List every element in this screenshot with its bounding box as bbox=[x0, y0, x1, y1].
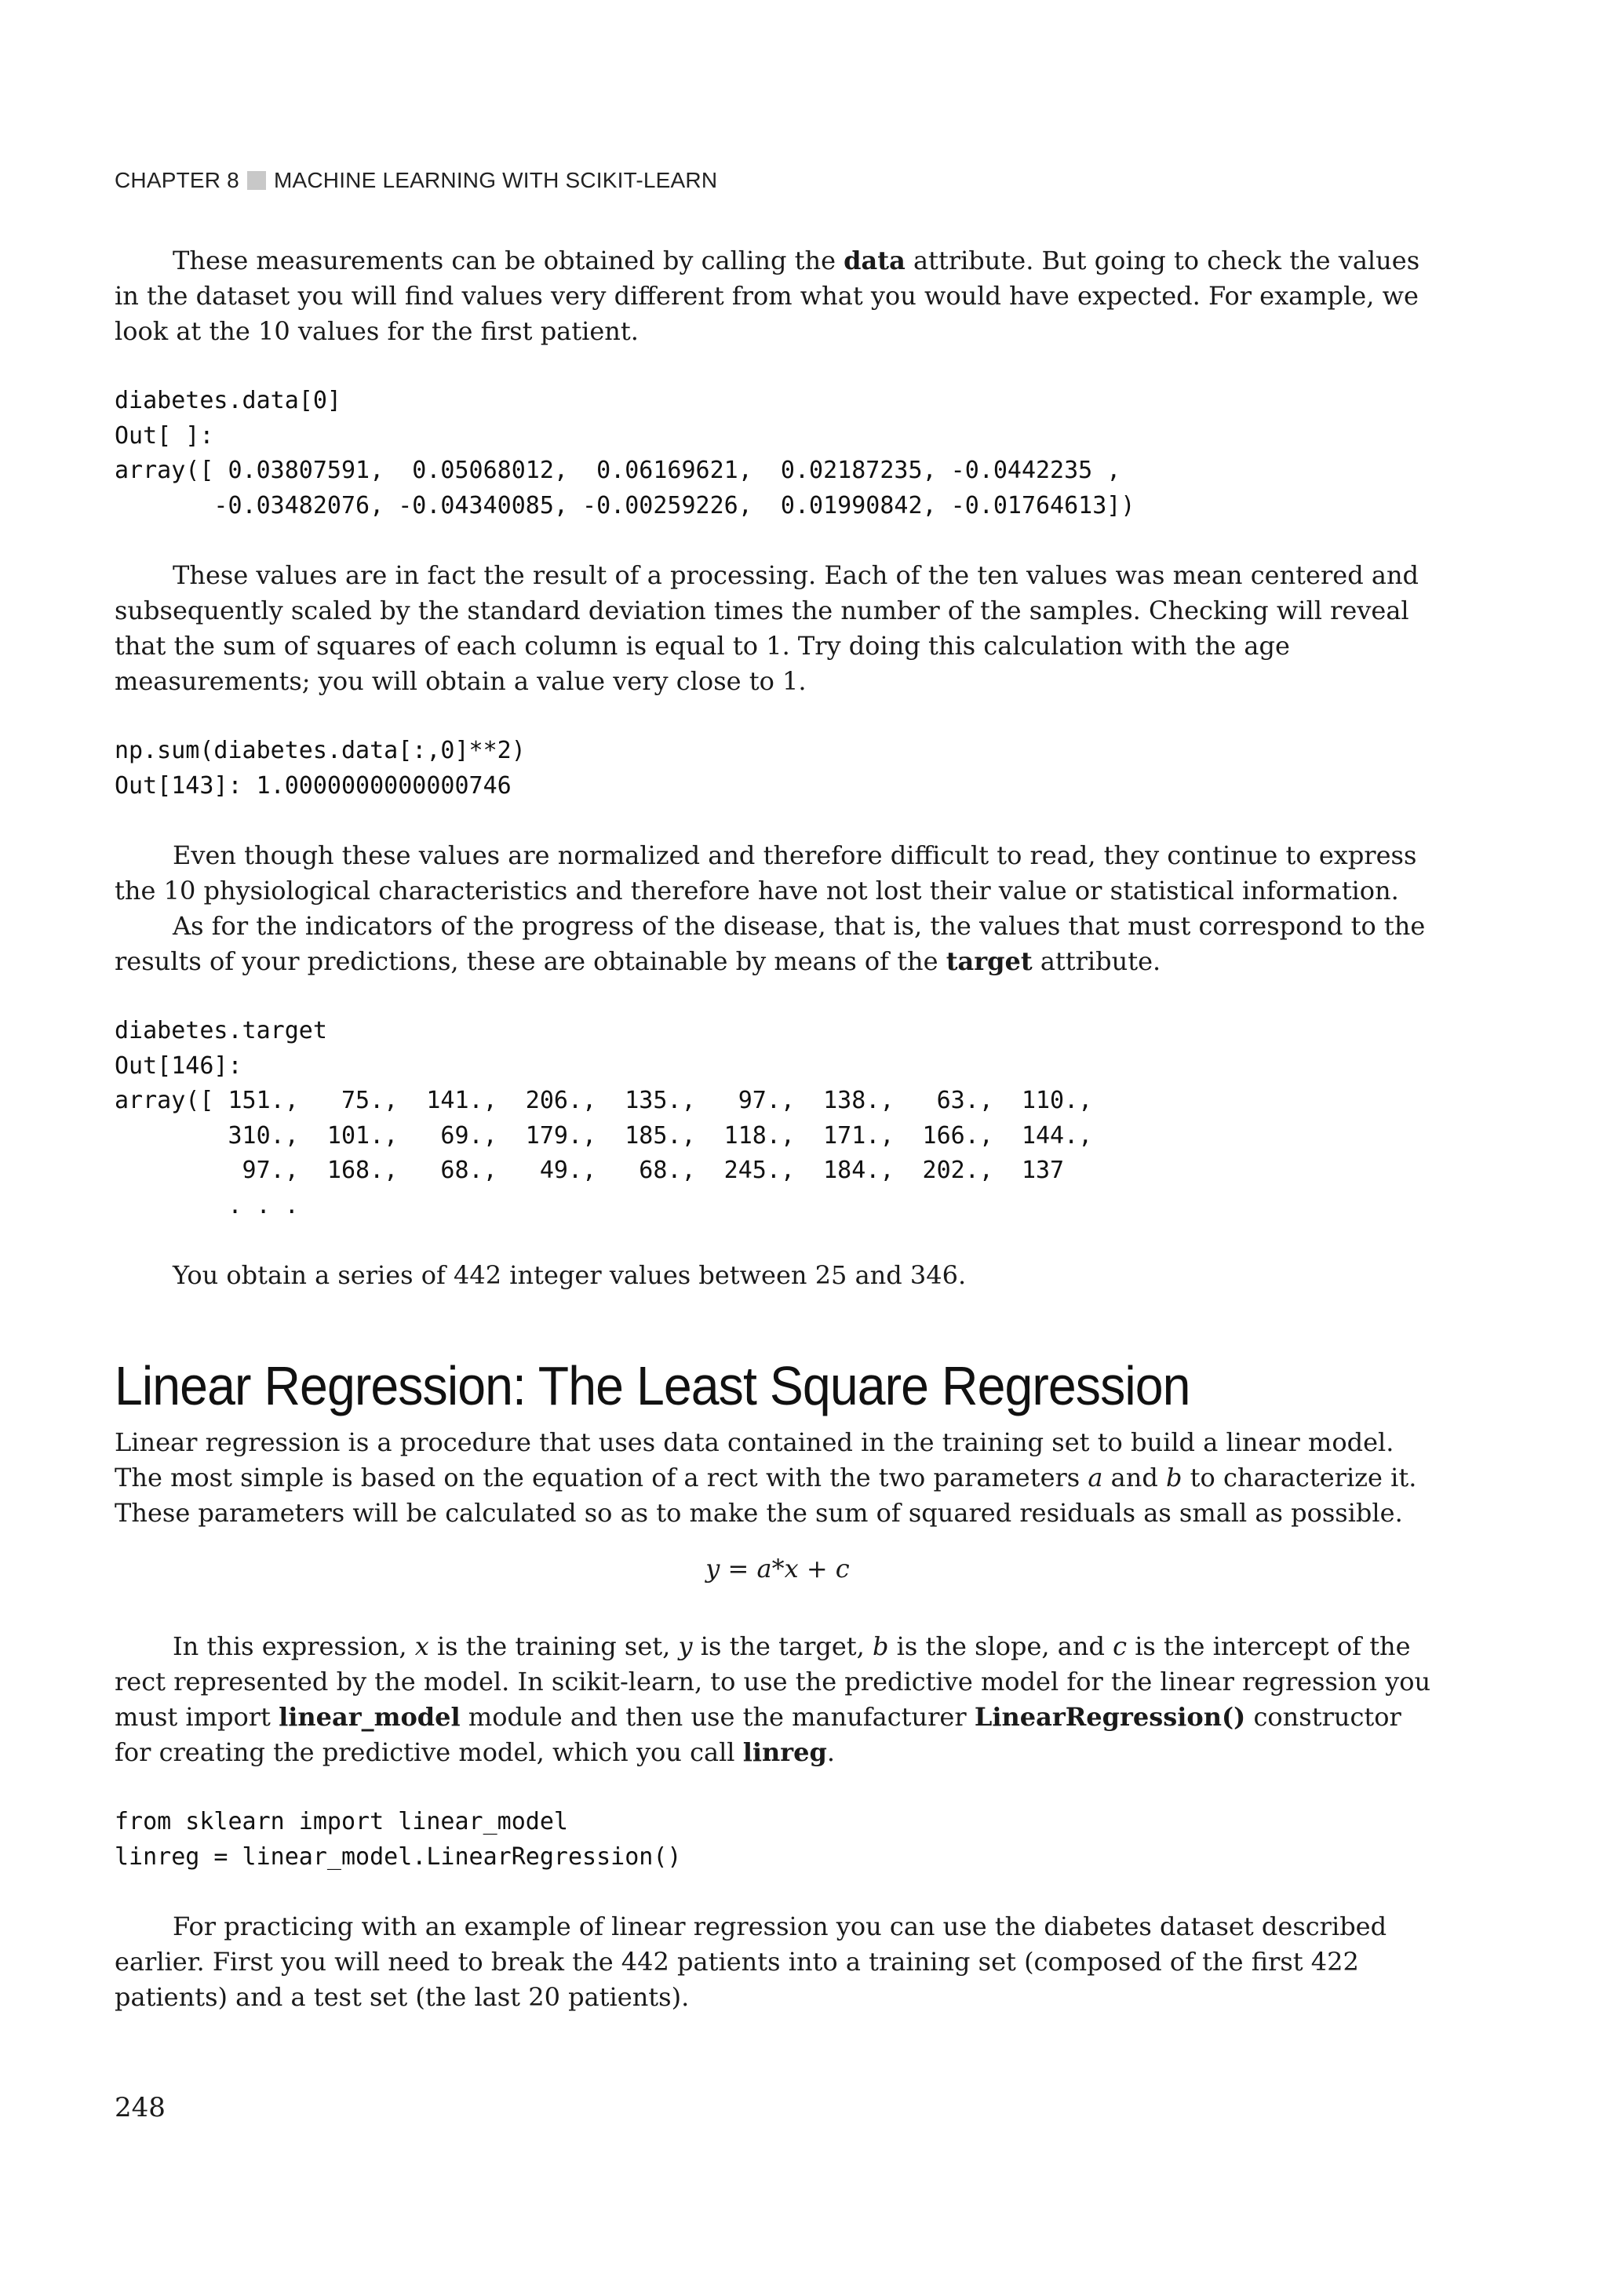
header-separator-square bbox=[247, 171, 266, 190]
paragraph-series-summary: You obtain a series of 442 integer values between 25 and 346. bbox=[173, 1260, 967, 1290]
text-run: is the slope, and bbox=[888, 1631, 1113, 1661]
chapter-label: CHAPTER 8 bbox=[115, 168, 239, 192]
italic-term: b bbox=[1165, 1463, 1182, 1492]
paragraph-data-attribute bbox=[115, 243, 1441, 349]
paragraph-normalization: These values are in fact the result of a processing. Each of the ten values was mean centered and subsequently scaled by the standard deviation times the number of the samples. Checking will reveal that the sum of squares of each column is equal to 1. Try doing this calculation with the age measurements; you will obtain a value very close to 1. bbox=[115, 560, 1419, 696]
bold-term: linear_model bbox=[279, 1702, 461, 1732]
text-run: attribute. But going to check the values in the dataset you will find values very different from what you would have expected. For example, we look at the 10 values for the first patient. bbox=[115, 246, 1420, 346]
bold-term: data bbox=[844, 246, 906, 275]
bold-term: target bbox=[946, 946, 1033, 976]
italic-term: x bbox=[414, 1631, 429, 1661]
text-run: attribute. bbox=[1032, 946, 1161, 976]
paragraph-practice-example: For practicing with an example of linear regression you can use the diabetes dataset described earlier. First you will need to break the 442 patients into a training set (composed of the first 422 patients) and a test set (the last 20 patients). bbox=[115, 1912, 1387, 2012]
italic-term: c bbox=[1113, 1631, 1128, 1661]
text-run: In this expression, bbox=[173, 1631, 415, 1661]
code-block-diabetes-target: diabetes.target Out[146]: array([ 151., 75., 141., 206., 135., 97., 138., 63., 110., 310., 101., 69., 179., 185., 118., 171., 166., 144., 97., 168., 68., 49., 68., 245., 184., 202., 137 . . . bbox=[115, 1017, 1093, 1219]
code-block-import-linear-model: from sklearn import linear_model linreg = linear_model.LinearRegression() bbox=[115, 1808, 682, 1871]
page-content bbox=[115, 243, 1441, 2015]
running-header bbox=[115, 168, 717, 193]
paragraph-linear-regression-intro bbox=[115, 1425, 1441, 1531]
chapter-title: MACHINE LEARNING WITH SCIKIT-LEARN bbox=[273, 168, 718, 192]
section-heading: Linear Regression: The Least Square Regression bbox=[115, 1355, 1190, 1416]
italic-term: b bbox=[873, 1631, 889, 1661]
paragraph-normalized-values: Even though these values are normalized and therefore difficult to read, they continue to express the 10 physiological characteristics and therefore have not lost their value or statistical information. bbox=[115, 840, 1417, 906]
paragraph-target-attribute bbox=[115, 909, 1441, 979]
page-number: 248 bbox=[115, 2092, 166, 2123]
text-run: to characterize it. These parameters will be calculated so as to make the sum of squared residuals as small as possible. bbox=[115, 1463, 1417, 1528]
text-run: is the training set, bbox=[428, 1631, 679, 1661]
book-page bbox=[115, 0, 1441, 2296]
text-run: . bbox=[826, 1737, 836, 1767]
code-block-sum-of-squares: np.sum(diabetes.data[:,0]**2) Out[143]: 1.0000000000000746 bbox=[115, 737, 526, 800]
text-run: is the intercept of the rect represented by the model. In scikit-learn, to use the predictive model for the linear regression you must import bbox=[115, 1631, 1431, 1732]
text-run: is the target, bbox=[692, 1631, 873, 1661]
text-run: and bbox=[1102, 1463, 1166, 1492]
italic-term: y bbox=[678, 1631, 693, 1661]
italic-term: a bbox=[1088, 1463, 1103, 1492]
text-run: These measurements can be obtained by calling the bbox=[173, 246, 844, 275]
code-block-data-first-patient: diabetes.data[0] Out[ ]: array([ 0.03807591, 0.05068012, 0.06169621, 0.02187235, -0.0442235 , -0.03482076, -0.04340085, -0.00259226, 0.01990842, -0.01764613]) bbox=[115, 387, 1135, 519]
paragraph-expression-explanation bbox=[115, 1629, 1441, 1770]
linear-equation: y = a*x + c bbox=[705, 1554, 850, 1584]
text-run: constructor for creating the predictive model, which you call bbox=[115, 1702, 1401, 1767]
text-run: As for the indicators of the progress of the disease, that is, the values that must correspond to the results of your predictions, these are obtainable by means of the bbox=[115, 911, 1426, 976]
bold-term: LinearRegression() bbox=[974, 1702, 1246, 1732]
bold-term: linreg bbox=[742, 1737, 827, 1767]
text-run: module and then use the manufacturer bbox=[460, 1702, 975, 1732]
text-run: Linear regression is a procedure that uses data contained in the training set to build a linear model. The most simple is based on the equation of a rect with the two parameters bbox=[115, 1427, 1394, 1492]
